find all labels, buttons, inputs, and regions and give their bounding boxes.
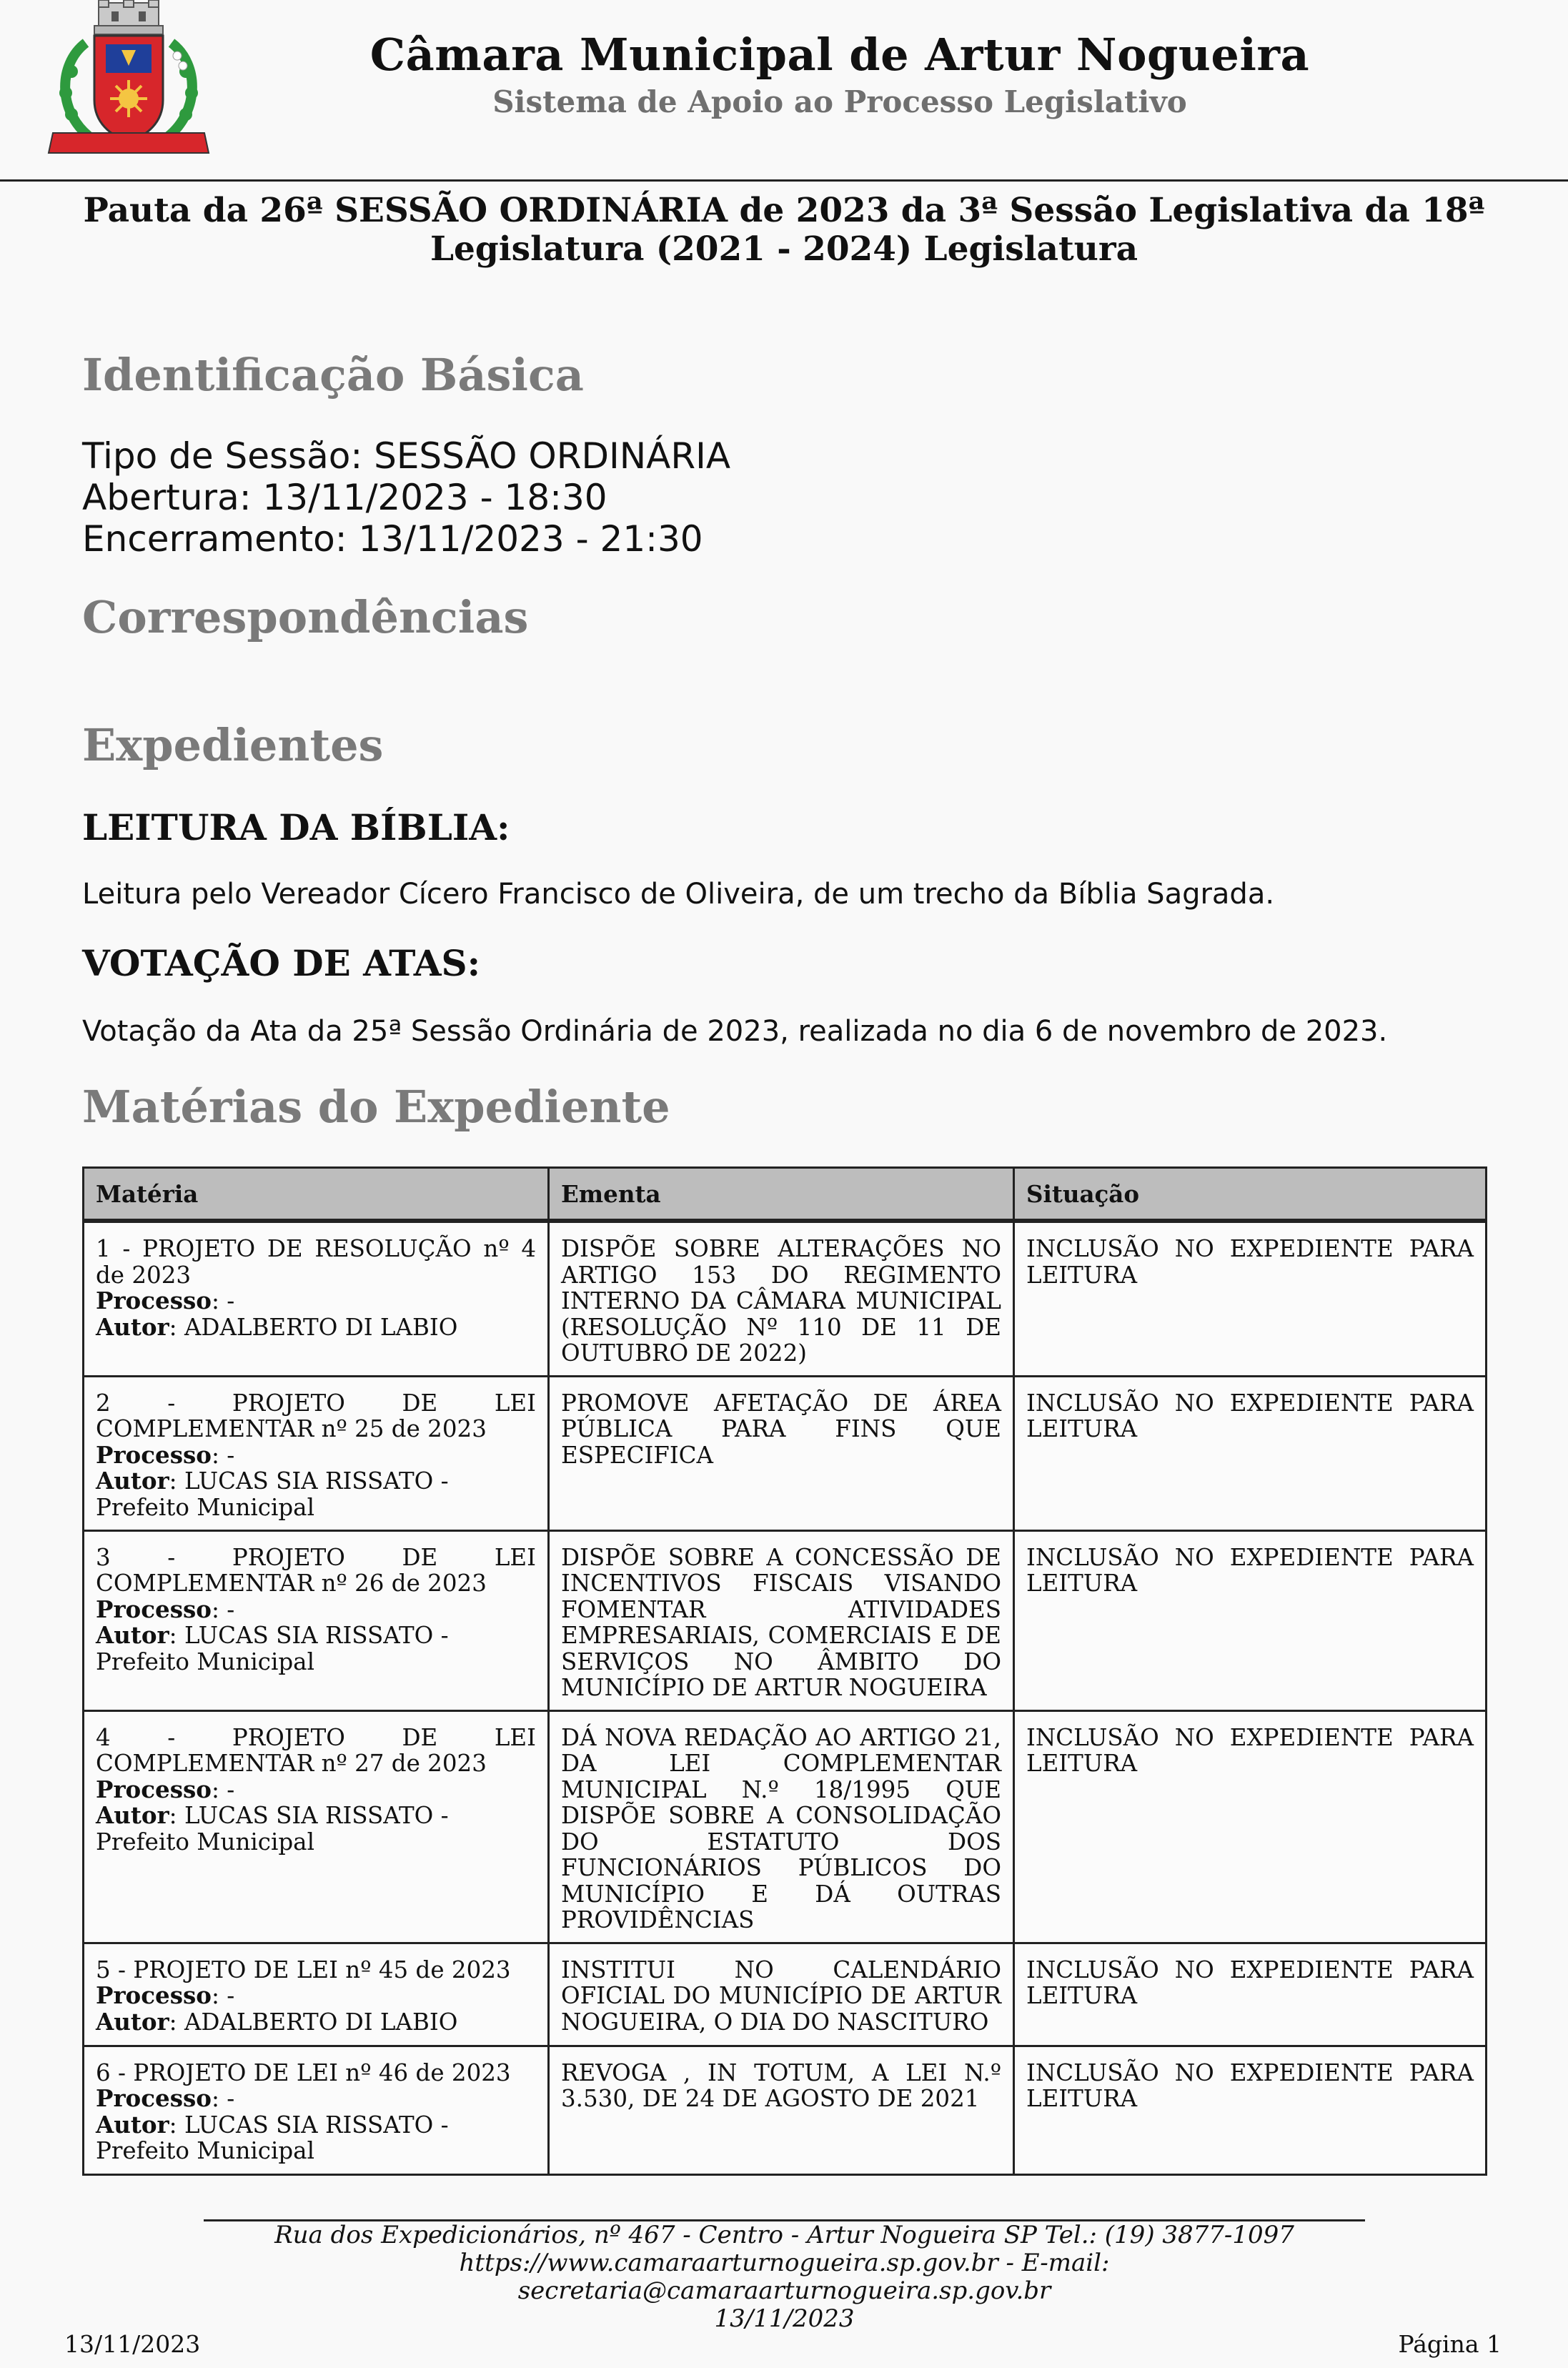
table-row (84, 1376, 1487, 1530)
leitura-biblia-heading: LEITURA DA BÍBLIA: (82, 806, 510, 848)
chamber-title: Câmara Municipal de Artur Nogueira (369, 29, 1310, 81)
column-header-ementa: Ementa (549, 1168, 1014, 1222)
section-heading-identificacao: Identificação Básica (82, 349, 584, 401)
footer-contact (214, 2221, 1354, 2333)
materia-cell (84, 1710, 549, 1943)
situacao-cell: INCLUSÃO NO EXPEDIENTE PARA LEITURA (1014, 1710, 1487, 1943)
abertura: Abertura: 13/11/2023 - 18:30 (82, 477, 607, 518)
table-row (84, 2046, 1487, 2174)
autor-value: : LUCAS SIA RISSATO - Prefeito Municipal (96, 2111, 449, 2164)
materia-cell (84, 1943, 549, 2046)
tipo-sessao: Tipo de Sessão: SESSÃO ORDINÁRIA (82, 435, 731, 477)
situacao-cell: INCLUSÃO NO EXPEDIENTE PARA LEITURA (1014, 1943, 1487, 2046)
situacao-cell: INCLUSÃO NO EXPEDIENTE PARA LEITURA (1014, 1376, 1487, 1530)
autor-label: Autor (96, 2110, 169, 2139)
processo-value: : - (211, 1982, 235, 2009)
autor-value: : LUCAS SIA RISSATO - Prefeito Municipal (96, 1467, 449, 1521)
table-row (84, 1943, 1487, 2046)
processo-label: Processo (96, 1981, 212, 2009)
votacao-atas-text: Votação da Ata da 25ª Sessão Ordinária de 2023, realizada no dia 6 de novembro de 2023. (82, 1015, 1388, 1048)
autor-value: : LUCAS SIA RISSATO - Prefeito Municipal (96, 1622, 449, 1675)
autor-label: Autor (96, 1312, 169, 1341)
table-row (84, 1710, 1487, 1943)
situacao-cell: INCLUSÃO NO EXPEDIENTE PARA LEITURA (1014, 1530, 1487, 1710)
ementa-cell: DISPÕE SOBRE ALTERAÇÕES NO ARTIGO 153 DO REGIMENTO INTERNO DA CÂMARA MUNICIPAL (RESOLUÇÃO Nº 110 DE 11 DE OUTUBRO DE 2022) (549, 1221, 1014, 1376)
footer-date: 13/11/2023 (714, 2304, 855, 2333)
section-heading-expedientes: Expedientes (82, 719, 384, 771)
autor-value: : LUCAS SIA RISSATO - Prefeito Municipal (96, 1802, 449, 1856)
situacao-cell: INCLUSÃO NO EXPEDIENTE PARA LEITURA (1014, 2046, 1487, 2174)
autor-label: Autor (96, 1801, 169, 1829)
leitura-biblia-text: Leitura pelo Vereador Cícero Francisco de Oliveira, de um trecho da Bíblia Sagrada. (82, 878, 1275, 911)
processo-value: : - (211, 2085, 235, 2112)
situacao-cell: INCLUSÃO NO EXPEDIENTE PARA LEITURA (1014, 1221, 1487, 1376)
votacao-atas-heading: VOTAÇÃO DE ATAS: (82, 942, 481, 984)
print-date: 13/11/2023 (64, 2330, 201, 2358)
materia-title: 1 - PROJETO DE RESOLUÇÃO nº 4 de 2023 (96, 1235, 536, 1289)
processo-value: : - (211, 1287, 235, 1314)
materia-title: 3 - PROJETO DE LEI COMPLEMENTAR nº 26 de 2023 (96, 1543, 536, 1597)
processo-value: : - (211, 1595, 235, 1623)
autor-value: : ADALBERTO DI LABIO (169, 2008, 458, 2036)
materia-cell (84, 2046, 549, 2174)
table-header-row (84, 1168, 1487, 1222)
autor-value: : ADALBERTO DI LABIO (169, 1313, 458, 1341)
processo-value: : - (211, 1775, 235, 1803)
processo-value: : - (211, 1441, 235, 1469)
section-heading-materias: Matérias do Expediente (82, 1081, 670, 1133)
pauta-title: Pauta da 26ª SESSÃO ORDINÁRIA de 2023 da 3ª Sessão Legislativa da 18ª Legislatura (2021 - 2024) Legislatura (83, 191, 1485, 269)
processo-label: Processo (96, 1287, 212, 1314)
materia-cell (84, 1221, 549, 1376)
ementa-cell: DÁ NOVA REDAÇÃO AO ARTIGO 21, DA LEI COMPLEMENTAR MUNICIPAL N.º 18/1995 QUE DISPÕE SOBRE A CONSOLIDAÇÃO DO ESTATUTO DOS FUNCIONÁRIOS PÚBLICOS DO MUNICÍPIO E DÁ OUTRAS PROVIDÊNCIAS (549, 1710, 1014, 1943)
materia-title: 5 - PROJETO DE LEI nº 45 de 2023 (96, 1956, 511, 1983)
ementa-cell: INSTITUI NO CALENDÁRIO OFICIAL DO MUNICÍPIO DE ARTUR NOGUEIRA, O DIA DO NASCITURO (549, 1943, 1014, 2046)
processo-label: Processo (96, 1440, 212, 1469)
encerramento: Encerramento: 13/11/2023 - 21:30 (82, 518, 703, 560)
column-header-situacao: Situação (1014, 1168, 1487, 1222)
materia-title: 6 - PROJETO DE LEI nº 46 de 2023 (96, 2059, 511, 2086)
page-number: Página 1 (1398, 2330, 1502, 2358)
autor-label: Autor (96, 1467, 169, 1495)
materias-table (82, 1166, 1487, 2176)
materia-title: 4 - PROJETO DE LEI COMPLEMENTAR nº 27 de 2023 (96, 1723, 536, 1777)
column-header-materia: Matéria (84, 1168, 549, 1222)
processo-label: Processo (96, 1595, 212, 1623)
table-row (84, 1530, 1487, 1710)
ementa-cell: DISPÕE SOBRE A CONCESSÃO DE INCENTIVOS FISCAIS VISANDO FOMENTAR ATIVIDADES EMPRESARIAIS, COMERCIAIS E DE SERVIÇOS NO ÂMBITO DO MUNICÍPIO DE ARTUR NOGUEIRA (549, 1530, 1014, 1710)
ementa-cell: REVOGA , IN TOTUM, A LEI N.º 3.530, DE 24 DE AGOSTO DE 2021 (549, 2046, 1014, 2174)
header-divider (0, 179, 1568, 182)
autor-label: Autor (96, 1621, 169, 1649)
section-heading-correspondencias: Correspondências (82, 591, 529, 643)
municipal-coat-of-arms-logo (43, 0, 214, 169)
materia-title: 2 - PROJETO DE LEI COMPLEMENTAR nº 25 de 2023 (96, 1389, 536, 1442)
footer-address: Rua dos Expedicionários, nº 467 - Centro - Artur Nogueira SP Tel.: (19) 3877-1097 https://www.camaraarturnogueira.sp.gov.br - E-mail: secretaria@camaraarturnogueira.sp.gov.br (274, 2221, 1294, 2305)
materia-cell (84, 1376, 549, 1530)
system-subtitle: Sistema de Apoio ao Processo Legislativo (492, 84, 1187, 119)
materia-cell (84, 1530, 549, 1710)
autor-label: Autor (96, 2007, 169, 2036)
processo-label: Processo (96, 2084, 212, 2112)
table-row (84, 1221, 1487, 1376)
processo-label: Processo (96, 1775, 212, 1803)
ementa-cell: PROMOVE AFETAÇÃO DE ÁREA PÚBLICA PARA FINS QUE ESPECIFICA (549, 1376, 1014, 1530)
